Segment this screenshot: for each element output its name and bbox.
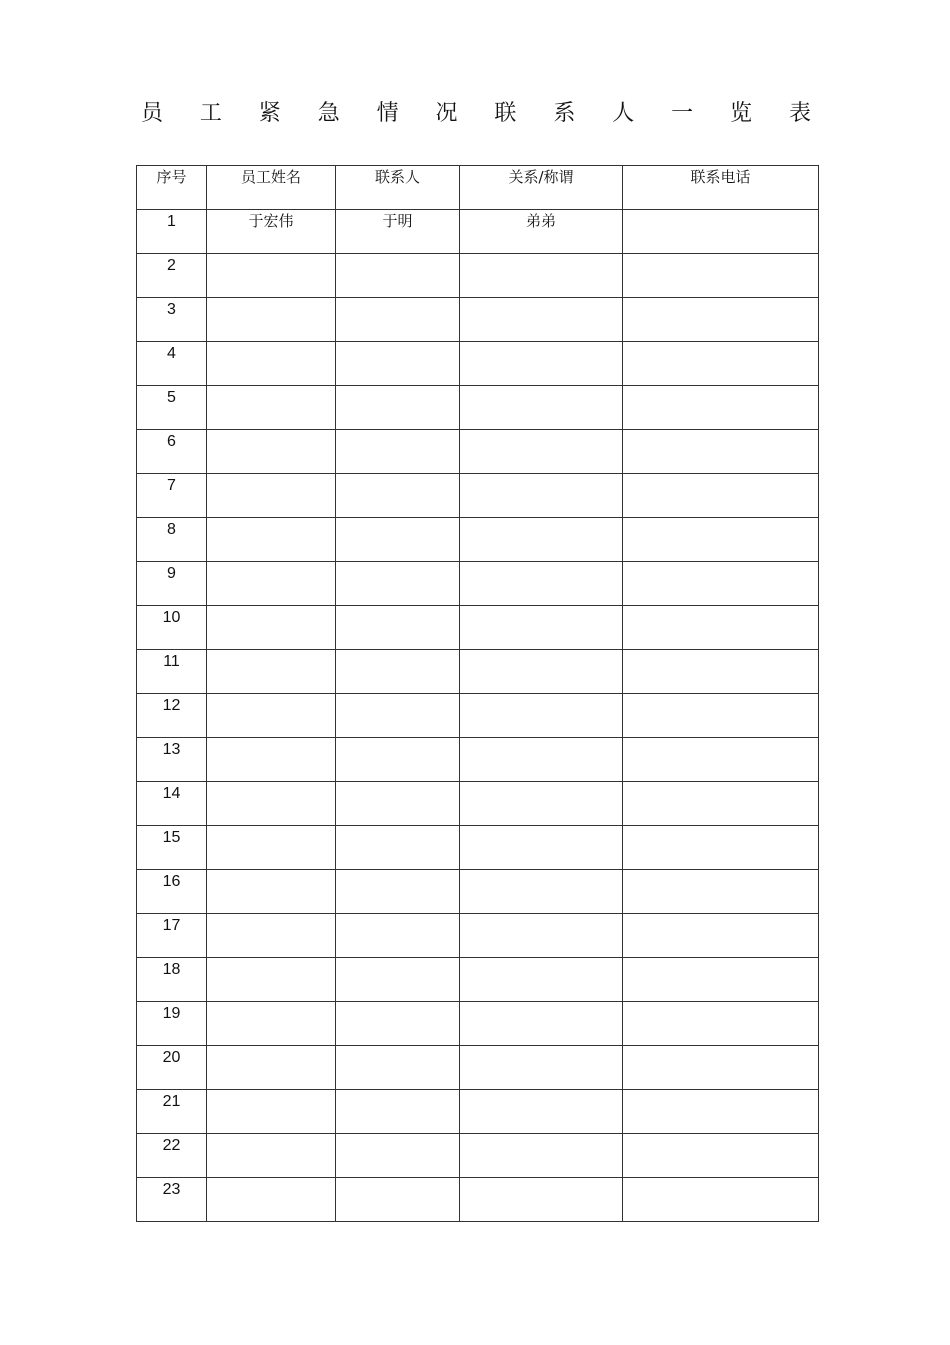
cell-text xyxy=(207,474,335,478)
table-row xyxy=(137,298,819,342)
table-row xyxy=(137,342,819,386)
cell-col-contact-person xyxy=(336,430,460,474)
table-row xyxy=(137,1134,819,1178)
cell-col-contact-person xyxy=(336,1178,460,1222)
cell-col-contact-person xyxy=(336,210,460,254)
cell-col-relationship xyxy=(460,210,623,254)
cell-col-phone xyxy=(623,606,819,650)
cell-col-contact-person xyxy=(336,650,460,694)
page-title-char: 一 xyxy=(671,101,694,126)
cell-text: 8 xyxy=(167,521,176,538)
page-title-char: 系 xyxy=(553,101,576,126)
cell-text xyxy=(207,606,335,610)
header-col-phone xyxy=(623,166,819,210)
cell-col-contact-person xyxy=(336,518,460,562)
cell-text xyxy=(623,1002,818,1006)
cell-text xyxy=(460,254,622,258)
cell-col-relationship xyxy=(460,430,623,474)
cell-col-phone xyxy=(623,254,819,298)
cell-text xyxy=(623,1178,818,1182)
cell-text xyxy=(336,1134,459,1138)
cell-text xyxy=(336,562,459,566)
cell-col-relationship xyxy=(460,958,623,1002)
cell-col-phone xyxy=(623,650,819,694)
cell-col-employee-name xyxy=(207,386,336,430)
cell-text xyxy=(623,298,818,302)
cell-col-relationship xyxy=(460,342,623,386)
cell-col-contact-person xyxy=(336,1046,460,1090)
cell-col-index xyxy=(137,870,207,914)
cell-text xyxy=(460,474,622,478)
cell-text xyxy=(460,1046,622,1050)
cell-text xyxy=(623,782,818,786)
table-row xyxy=(137,694,819,738)
cell-col-relationship xyxy=(460,298,623,342)
cell-text xyxy=(623,386,818,390)
cell-text xyxy=(207,298,335,302)
header-col-index xyxy=(137,166,207,210)
cell-col-phone xyxy=(623,1090,819,1134)
cell-col-employee-name xyxy=(207,606,336,650)
table-row xyxy=(137,738,819,782)
table-row xyxy=(137,562,819,606)
cell-text xyxy=(207,1090,335,1094)
table-row xyxy=(137,474,819,518)
cell-col-index xyxy=(137,1046,207,1090)
table-row xyxy=(137,1002,819,1046)
cell-text xyxy=(460,606,622,610)
cell-text xyxy=(623,826,818,830)
cell-text xyxy=(623,958,818,962)
cell-text xyxy=(207,1046,335,1050)
cell-col-contact-person xyxy=(336,826,460,870)
cell-col-relationship xyxy=(460,254,623,298)
cell-text xyxy=(460,1002,622,1006)
cell-col-index xyxy=(137,782,207,826)
table-row xyxy=(137,1178,819,1222)
cell-text xyxy=(336,958,459,962)
cell-col-employee-name xyxy=(207,342,336,386)
header-label: 联系人 xyxy=(374,168,420,186)
cell-text xyxy=(336,1002,459,1006)
cell-col-employee-name xyxy=(207,914,336,958)
cell-text: 6 xyxy=(167,433,176,450)
cell-col-employee-name xyxy=(207,430,336,474)
cell-text xyxy=(623,1134,818,1138)
cell-text: 12 xyxy=(162,697,181,714)
cell-text xyxy=(207,738,335,742)
cell-col-relationship xyxy=(460,870,623,914)
cell-text xyxy=(460,298,622,302)
cell-text xyxy=(460,386,622,390)
cell-col-phone xyxy=(623,474,819,518)
cell-col-index xyxy=(137,430,207,474)
cell-text: 13 xyxy=(162,741,181,758)
cell-col-relationship xyxy=(460,738,623,782)
cell-col-employee-name xyxy=(207,694,336,738)
cell-col-relationship xyxy=(460,826,623,870)
cell-text xyxy=(336,1046,459,1050)
cell-text xyxy=(623,1090,818,1094)
cell-col-employee-name xyxy=(207,826,336,870)
cell-text: 4 xyxy=(167,345,176,362)
table-row xyxy=(137,1046,819,1090)
cell-text xyxy=(207,562,335,566)
cell-col-relationship xyxy=(460,1178,623,1222)
cell-text xyxy=(336,1178,459,1182)
cell-col-phone xyxy=(623,562,819,606)
cell-text: 14 xyxy=(162,785,181,802)
cell-text xyxy=(623,430,818,434)
cell-col-employee-name xyxy=(207,518,336,562)
cell-text: 20 xyxy=(162,1049,181,1066)
cell-col-contact-person xyxy=(336,914,460,958)
cell-col-employee-name xyxy=(207,870,336,914)
cell-text xyxy=(207,386,335,390)
page-title-char: 员 xyxy=(140,101,163,126)
cell-text xyxy=(336,254,459,258)
cell-col-index xyxy=(137,386,207,430)
emergency-contact-table xyxy=(136,165,819,1222)
cell-col-contact-person xyxy=(336,474,460,518)
cell-text: 于宏伟 xyxy=(248,212,294,230)
cell-col-relationship xyxy=(460,914,623,958)
cell-text xyxy=(623,474,818,478)
cell-col-employee-name xyxy=(207,298,336,342)
cell-text xyxy=(336,650,459,654)
cell-text xyxy=(336,870,459,874)
table-row xyxy=(137,870,819,914)
cell-text xyxy=(207,958,335,962)
cell-text xyxy=(460,914,622,918)
cell-col-contact-person xyxy=(336,694,460,738)
table-body xyxy=(137,210,819,1222)
header-label: 联系电话 xyxy=(690,168,751,186)
cell-text: 弟弟 xyxy=(525,212,556,230)
table-row xyxy=(137,254,819,298)
cell-col-employee-name xyxy=(207,1046,336,1090)
cell-col-relationship xyxy=(460,562,623,606)
cell-col-index xyxy=(137,738,207,782)
cell-col-relationship xyxy=(460,1090,623,1134)
page-title-char: 联 xyxy=(494,101,517,126)
cell-col-employee-name xyxy=(207,562,336,606)
cell-col-contact-person xyxy=(336,254,460,298)
cell-col-relationship xyxy=(460,1046,623,1090)
cell-col-index xyxy=(137,210,207,254)
cell-col-phone xyxy=(623,430,819,474)
cell-text: 1 xyxy=(167,213,176,230)
cell-text xyxy=(623,210,818,214)
cell-col-employee-name xyxy=(207,650,336,694)
cell-text xyxy=(336,342,459,346)
cell-text xyxy=(336,474,459,478)
cell-text: 10 xyxy=(162,609,181,626)
cell-col-index xyxy=(137,298,207,342)
page-title-char: 情 xyxy=(376,101,399,126)
cell-col-contact-person xyxy=(336,1134,460,1178)
cell-text xyxy=(207,1002,335,1006)
cell-text xyxy=(336,298,459,302)
header-label: 关系/称谓 xyxy=(508,168,574,186)
cell-text xyxy=(207,518,335,522)
cell-text: 19 xyxy=(162,1005,181,1022)
cell-text xyxy=(623,650,818,654)
table-header-row xyxy=(137,166,819,210)
cell-col-employee-name xyxy=(207,958,336,1002)
cell-text: 23 xyxy=(162,1181,181,1198)
page-title-char: 览 xyxy=(730,101,753,126)
cell-text xyxy=(336,914,459,918)
cell-col-index xyxy=(137,1134,207,1178)
cell-col-employee-name xyxy=(207,210,336,254)
cell-col-employee-name xyxy=(207,1178,336,1222)
cell-col-index xyxy=(137,606,207,650)
header-label: 员工姓名 xyxy=(240,168,301,186)
cell-col-employee-name xyxy=(207,474,336,518)
cell-col-contact-person xyxy=(336,738,460,782)
cell-col-employee-name xyxy=(207,1090,336,1134)
cell-col-contact-person xyxy=(336,870,460,914)
cell-col-phone xyxy=(623,518,819,562)
cell-col-relationship xyxy=(460,650,623,694)
cell-text xyxy=(623,914,818,918)
cell-text xyxy=(623,518,818,522)
cell-text xyxy=(623,606,818,610)
cell-col-phone xyxy=(623,914,819,958)
cell-col-relationship xyxy=(460,474,623,518)
cell-text xyxy=(207,430,335,434)
cell-col-employee-name xyxy=(207,738,336,782)
cell-text xyxy=(207,914,335,918)
cell-col-phone xyxy=(623,958,819,1002)
cell-text: 3 xyxy=(167,301,176,318)
cell-text xyxy=(207,1178,335,1182)
cell-col-index xyxy=(137,958,207,1002)
cell-text xyxy=(336,826,459,830)
cell-text xyxy=(460,562,622,566)
cell-col-phone xyxy=(623,870,819,914)
cell-col-index xyxy=(137,1178,207,1222)
cell-col-index xyxy=(137,1002,207,1046)
cell-text xyxy=(336,606,459,610)
cell-text xyxy=(460,782,622,786)
cell-text xyxy=(207,694,335,698)
cell-text xyxy=(623,1046,818,1050)
page-title xyxy=(140,96,812,132)
cell-text xyxy=(336,782,459,786)
table-row xyxy=(137,518,819,562)
table-row xyxy=(137,210,819,254)
cell-text: 7 xyxy=(167,477,176,494)
cell-text: 5 xyxy=(167,389,176,406)
cell-text xyxy=(623,342,818,346)
cell-text: 11 xyxy=(163,653,180,670)
cell-col-index xyxy=(137,342,207,386)
cell-text xyxy=(336,738,459,742)
cell-col-contact-person xyxy=(336,342,460,386)
cell-text xyxy=(207,650,335,654)
cell-col-contact-person xyxy=(336,386,460,430)
cell-text: 9 xyxy=(167,565,176,582)
cell-text xyxy=(460,826,622,830)
cell-col-index xyxy=(137,1090,207,1134)
cell-text xyxy=(460,870,622,874)
cell-text xyxy=(336,1090,459,1094)
cell-text: 18 xyxy=(162,961,181,978)
cell-col-phone xyxy=(623,694,819,738)
cell-text xyxy=(623,254,818,258)
cell-text xyxy=(460,958,622,962)
cell-text xyxy=(460,738,622,742)
cell-text: 21 xyxy=(162,1093,181,1110)
cell-col-phone xyxy=(623,826,819,870)
cell-col-relationship xyxy=(460,1134,623,1178)
cell-col-contact-person xyxy=(336,298,460,342)
page-title-char: 急 xyxy=(317,101,340,126)
cell-col-employee-name xyxy=(207,1002,336,1046)
cell-col-relationship xyxy=(460,782,623,826)
cell-col-index xyxy=(137,914,207,958)
page-title-char: 表 xyxy=(788,101,811,126)
cell-text xyxy=(623,694,818,698)
cell-text xyxy=(623,870,818,874)
table-row xyxy=(137,386,819,430)
cell-col-contact-person xyxy=(336,782,460,826)
cell-col-phone xyxy=(623,1002,819,1046)
cell-text xyxy=(207,254,335,258)
cell-col-relationship xyxy=(460,1002,623,1046)
cell-text: 17 xyxy=(162,917,181,934)
cell-text xyxy=(460,650,622,654)
cell-col-phone xyxy=(623,298,819,342)
cell-col-relationship xyxy=(460,694,623,738)
cell-text xyxy=(207,870,335,874)
cell-text: 2 xyxy=(167,257,176,274)
cell-text: 于明 xyxy=(382,212,413,230)
cell-col-index xyxy=(137,650,207,694)
cell-text xyxy=(460,518,622,522)
cell-text xyxy=(460,1090,622,1094)
cell-col-index xyxy=(137,254,207,298)
header-col-employee-name xyxy=(207,166,336,210)
table-row xyxy=(137,650,819,694)
page-title-char: 况 xyxy=(435,101,458,126)
cell-text xyxy=(460,694,622,698)
cell-col-index xyxy=(137,694,207,738)
table-row xyxy=(137,606,819,650)
cell-text xyxy=(623,562,818,566)
cell-col-relationship xyxy=(460,518,623,562)
page-title-char: 紧 xyxy=(258,101,281,126)
table-row xyxy=(137,430,819,474)
cell-text xyxy=(623,738,818,742)
cell-text: 22 xyxy=(162,1137,181,1154)
cell-col-index xyxy=(137,562,207,606)
cell-col-phone xyxy=(623,782,819,826)
cell-text xyxy=(460,430,622,434)
cell-text xyxy=(336,518,459,522)
header-col-relationship xyxy=(460,166,623,210)
cell-col-index xyxy=(137,474,207,518)
cell-text xyxy=(336,430,459,434)
cell-col-relationship xyxy=(460,606,623,650)
cell-col-phone xyxy=(623,210,819,254)
table-row xyxy=(137,958,819,1002)
table-row xyxy=(137,826,819,870)
cell-text xyxy=(336,694,459,698)
cell-text: 15 xyxy=(162,829,181,846)
cell-text xyxy=(207,826,335,830)
cell-col-employee-name xyxy=(207,1134,336,1178)
table-row xyxy=(137,782,819,826)
cell-col-phone xyxy=(623,1134,819,1178)
cell-text xyxy=(460,1178,622,1182)
cell-text xyxy=(207,342,335,346)
cell-col-contact-person xyxy=(336,562,460,606)
cell-text: 16 xyxy=(162,873,181,890)
cell-col-contact-person xyxy=(336,958,460,1002)
cell-col-index xyxy=(137,826,207,870)
cell-col-employee-name xyxy=(207,782,336,826)
page-title-char: 工 xyxy=(199,101,222,126)
cell-col-phone xyxy=(623,738,819,782)
page-title-char: 人 xyxy=(612,101,635,126)
cell-text xyxy=(207,1134,335,1138)
header-label: 序号 xyxy=(156,168,187,186)
cell-col-index xyxy=(137,518,207,562)
cell-text xyxy=(336,386,459,390)
cell-col-contact-person xyxy=(336,1002,460,1046)
cell-text xyxy=(460,342,622,346)
cell-col-phone xyxy=(623,1178,819,1222)
cell-col-contact-person xyxy=(336,1090,460,1134)
cell-col-phone xyxy=(623,342,819,386)
cell-text xyxy=(460,1134,622,1138)
cell-col-phone xyxy=(623,1046,819,1090)
cell-col-relationship xyxy=(460,386,623,430)
header-col-contact-person xyxy=(336,166,460,210)
cell-text xyxy=(207,782,335,786)
table-row xyxy=(137,1090,819,1134)
table-row xyxy=(137,914,819,958)
cell-col-phone xyxy=(623,386,819,430)
cell-col-contact-person xyxy=(336,606,460,650)
cell-col-employee-name xyxy=(207,254,336,298)
